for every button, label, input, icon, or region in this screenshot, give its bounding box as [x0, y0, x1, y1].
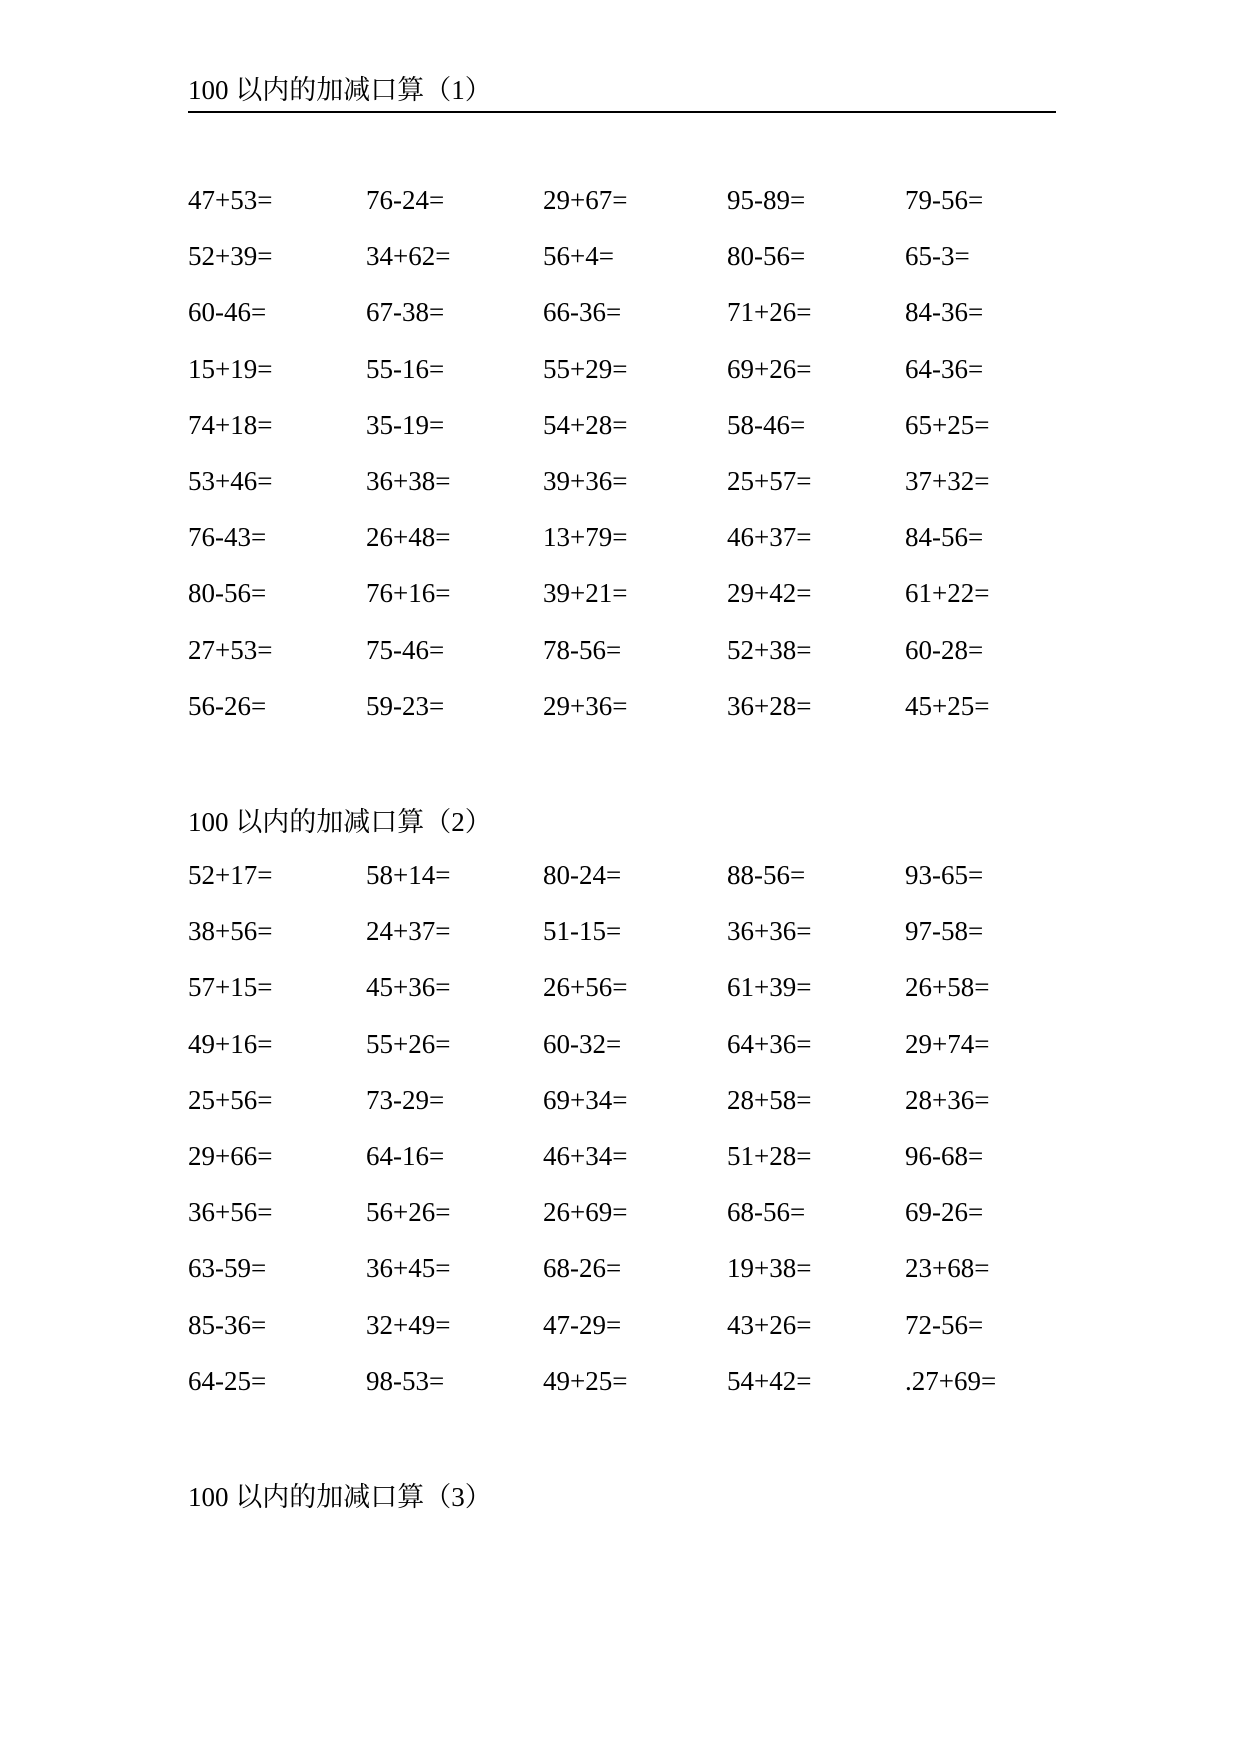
exercise-item: 27+53= — [188, 634, 273, 665]
exercise-item: 28+36= — [905, 1084, 990, 1115]
exercise-item: 51-15= — [543, 916, 622, 947]
exercise-item: 69+26= — [727, 353, 812, 384]
exercise-item: 67-38= — [366, 297, 445, 328]
exercise-item: 57+15= — [188, 972, 273, 1003]
exercise-item: 80-56= — [727, 241, 806, 272]
exercise-item: 66-36= — [543, 297, 622, 328]
section-title-2: 100 以内的加减口算（2） — [188, 807, 492, 837]
exercise-item: 29+36= — [543, 690, 628, 721]
exercise-item: 36+28= — [727, 690, 812, 721]
exercise-item: 49+25= — [543, 1365, 628, 1396]
exercise-item: 97-58= — [905, 916, 984, 947]
exercise-item: 56-26= — [188, 690, 267, 721]
exercise-row — [188, 352, 1068, 408]
exercise-item: 76-43= — [188, 522, 267, 553]
exercise-row — [188, 576, 1068, 632]
exercise-item: 76-24= — [366, 185, 445, 215]
exercise-item: 38+56= — [188, 916, 273, 947]
exercise-grid-1 — [188, 183, 1068, 745]
exercise-item: 69+34= — [543, 1084, 628, 1115]
exercise-item: 34+62= — [366, 241, 451, 272]
exercise-item: 26+56= — [543, 972, 628, 1003]
exercise-item: 36+45= — [366, 1253, 451, 1284]
exercise-item: 36+56= — [188, 1197, 273, 1228]
exercise-row — [188, 295, 1068, 351]
exercise-item: 71+26= — [727, 297, 812, 328]
exercise-item: 60-28= — [905, 634, 984, 665]
exercise-item: 68-56= — [727, 1197, 806, 1228]
section-title-3: 100 以内的加减口算（3） — [188, 1482, 492, 1512]
exercise-row — [188, 1083, 1068, 1139]
exercise-item: 36+38= — [366, 465, 451, 496]
exercise-item: 85-36= — [188, 1309, 267, 1340]
exercise-item: 79-56= — [905, 185, 984, 215]
exercise-item: 26+69= — [543, 1197, 628, 1228]
exercise-item: 68-26= — [543, 1253, 622, 1284]
exercise-item: 29+42= — [727, 578, 812, 609]
exercise-item: .27+69= — [905, 1365, 997, 1396]
exercise-item: 24+37= — [366, 916, 451, 947]
exercise-item: 52+39= — [188, 241, 273, 272]
exercise-item: 47-29= — [543, 1309, 622, 1340]
exercise-item: 55-16= — [366, 353, 445, 384]
exercise-item: 64-25= — [188, 1365, 267, 1396]
exercise-item: 37+32= — [905, 465, 990, 496]
exercise-item: 84-36= — [905, 297, 984, 328]
exercise-item: 78-56= — [543, 634, 622, 665]
exercise-row — [188, 464, 1068, 520]
exercise-item: 58-46= — [727, 409, 806, 440]
exercise-item: 61+22= — [905, 578, 990, 609]
exercise-row — [188, 1251, 1068, 1307]
exercise-item: 58+14= — [366, 860, 451, 890]
exercise-item: 96-68= — [905, 1140, 984, 1171]
exercise-item: 65-3= — [905, 241, 970, 272]
exercise-item: 52+38= — [727, 634, 812, 665]
exercise-row — [188, 970, 1068, 1026]
exercise-item: 23+68= — [905, 1253, 990, 1284]
exercise-item: 28+58= — [727, 1084, 812, 1115]
exercise-row — [188, 858, 1068, 914]
exercise-row — [188, 914, 1068, 970]
exercise-item: 39+36= — [543, 465, 628, 496]
exercise-item: 43+26= — [727, 1309, 812, 1340]
exercise-item: 54+28= — [543, 409, 628, 440]
exercise-item: 19+38= — [727, 1253, 812, 1284]
exercise-item: 72-56= — [905, 1309, 984, 1340]
exercise-item: 60-46= — [188, 297, 267, 328]
exercise-row — [188, 1139, 1068, 1195]
exercise-item: 29+74= — [905, 1028, 990, 1059]
exercise-item: 45+36= — [366, 972, 451, 1003]
exercise-row — [188, 1195, 1068, 1251]
exercise-item: 46+37= — [727, 522, 812, 553]
exercise-item: 59-23= — [366, 690, 445, 721]
exercise-item: 13+79= — [543, 522, 628, 553]
exercise-item: 15+19= — [188, 353, 273, 384]
exercise-item: 25+57= — [727, 465, 812, 496]
exercise-item: 60-32= — [543, 1028, 622, 1059]
exercise-item: 84-56= — [905, 522, 984, 553]
exercise-item: 52+17= — [188, 860, 273, 890]
exercise-row — [188, 1027, 1068, 1083]
exercise-item: 73-29= — [366, 1084, 445, 1115]
exercise-item: 88-56= — [727, 860, 806, 890]
exercise-grid-2 — [188, 858, 1068, 1420]
exercise-item: 26+48= — [366, 522, 451, 553]
exercise-row — [188, 1308, 1068, 1364]
exercise-item: 76+16= — [366, 578, 451, 609]
exercise-row — [188, 633, 1068, 689]
exercise-item: 29+67= — [543, 185, 628, 215]
exercise-item: 45+25= — [905, 690, 990, 721]
exercise-item: 32+49= — [366, 1309, 451, 1340]
section-title-1: 100 以内的加减口算（1） — [188, 75, 492, 105]
exercise-item: 55+26= — [366, 1028, 451, 1059]
exercise-item: 25+56= — [188, 1084, 273, 1115]
exercise-item: 55+29= — [543, 353, 628, 384]
exercise-item: 54+42= — [727, 1365, 812, 1396]
exercise-item: 29+66= — [188, 1140, 273, 1171]
exercise-item: 64-36= — [905, 353, 984, 384]
exercise-item: 56+26= — [366, 1197, 451, 1228]
exercise-item: 64-16= — [366, 1140, 445, 1171]
exercise-item: 93-65= — [905, 860, 984, 890]
exercise-item: 49+16= — [188, 1028, 273, 1059]
exercise-item: 65+25= — [905, 409, 990, 440]
exercise-item: 39+21= — [543, 578, 628, 609]
exercise-item: 46+34= — [543, 1140, 628, 1171]
exercise-item: 47+53= — [188, 185, 273, 215]
exercise-row — [188, 239, 1068, 295]
exercise-item: 53+46= — [188, 465, 273, 496]
header-divider — [188, 111, 1056, 113]
exercise-item: 51+28= — [727, 1140, 812, 1171]
exercise-item: 35-19= — [366, 409, 445, 440]
exercise-row — [188, 689, 1068, 745]
exercise-item: 63-59= — [188, 1253, 267, 1284]
exercise-item: 80-56= — [188, 578, 267, 609]
exercise-row — [188, 520, 1068, 576]
exercise-item: 64+36= — [727, 1028, 812, 1059]
exercise-item: 61+39= — [727, 972, 812, 1003]
exercise-item: 95-89= — [727, 185, 806, 215]
exercise-item: 80-24= — [543, 860, 622, 890]
exercise-item: 56+4= — [543, 241, 614, 272]
exercise-item: 69-26= — [905, 1197, 984, 1228]
exercise-row — [188, 183, 1068, 239]
exercise-item: 74+18= — [188, 409, 273, 440]
exercise-item: 36+36= — [727, 916, 812, 947]
exercise-item: 75-46= — [366, 634, 445, 665]
exercise-row — [188, 408, 1068, 464]
exercise-row — [188, 1364, 1068, 1420]
exercise-item: 98-53= — [366, 1365, 445, 1396]
exercise-item: 26+58= — [905, 972, 990, 1003]
